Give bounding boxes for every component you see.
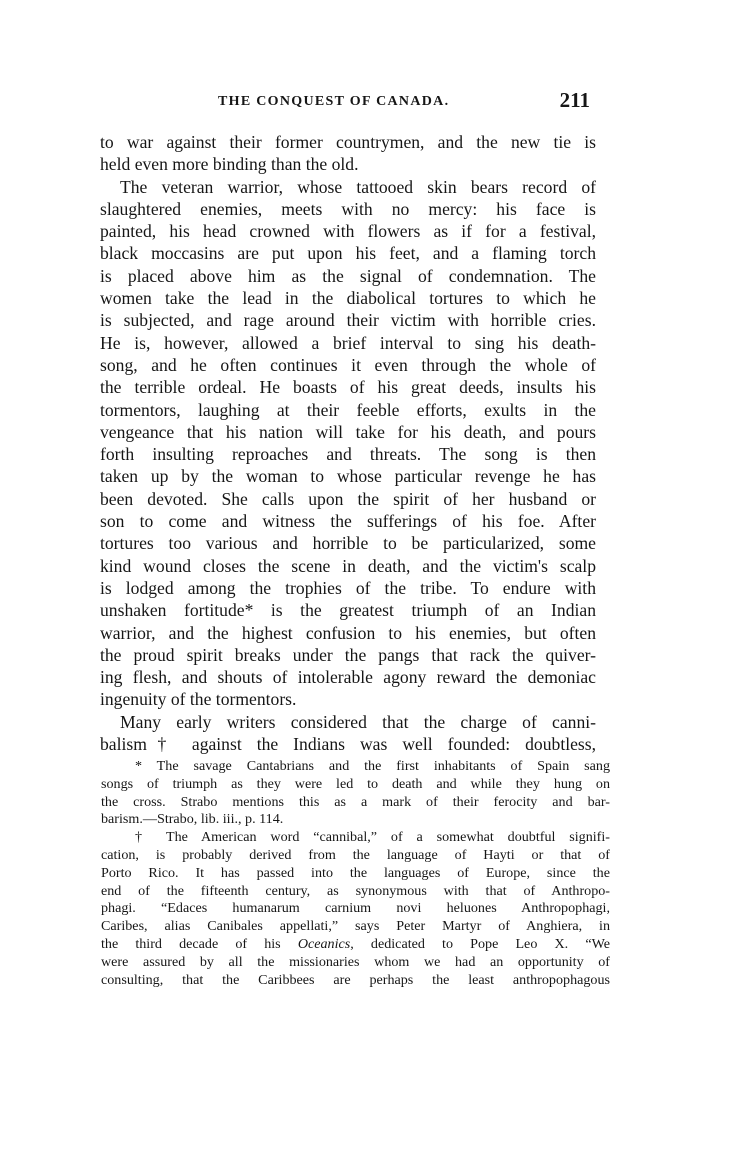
body-line: vengeance that his nation will take for his death, and pours [100,421,596,442]
body-line: black moccasins are put upon his feet, and a flaming torch [100,243,596,264]
body-text [100,131,596,755]
footnote-line: the cross. Strabo mentions this as a mark of their ferocity and bar- [101,793,610,810]
footnote-line: * The savage Cantabrians and the first inhabitants of Spain sang [135,758,610,774]
page-number: 211 [559,88,590,112]
body-line: is placed above him as the signal of condemnation. The [100,265,596,286]
footnotes [101,758,611,989]
body-line: painted, his head crowned with flowers as if for a festival, [100,221,596,242]
body-line: song, and he often continues it even through the whole of [100,354,596,375]
footnote-line: † The American word “cannibal,” of a somewhat doubtful signifi- [135,829,610,846]
body-line: the proud spirit breaks under the pangs that rack the quiver- [100,644,596,665]
body-line: held even more binding than the old. [100,154,359,175]
body-line: slaughtered enemies, meets with no mercy: his face is [100,198,596,219]
body-line: unshaken fortitude* is the greatest triumph of an Indian [100,600,596,621]
body-line: He is, however, allowed a brief interval to sing his death- [100,332,596,353]
footnote-line: cation, is probably derived from the language of Hayti or that of [101,846,610,863]
body-line: ingenuity of the tormentors. [100,689,297,710]
body-line: taken up by the woman to whose particular revenge he has [100,466,596,487]
body-line: is subjected, and rage around their victim with horrible cries. [100,310,596,331]
footnote-line: barism.—Strabo, lib. iii., p. 114. [101,811,284,828]
body-line: forth insulting reproaches and threats. The song is then [100,444,596,465]
footnote-line: were assured by all the missionaries whom we had an opportunity of [101,953,610,970]
body-line: The veteran warrior, whose tattooed skin bears record of [120,176,596,197]
body-line: Many early writers considered that the charge of canni- [120,711,596,732]
body-line: warrior, and the highest confusion to his enemies, but often [100,622,596,643]
footnote-line: phagi. “Edaces humanarum carnium novi heluones Anthropophagi, [101,900,610,917]
body-line: the terrible ordeal. He boasts of his great deeds, insults his [100,377,596,398]
body-line: been devoted. She calls upon the spirit of her husband or [100,488,596,509]
body-line: tormentors, laughing at their feeble efforts, exults in the [100,399,596,420]
body-line: son to come and witness the sufferings of his foe. After [100,511,596,532]
footnote-italic-title: Oceanics [297,935,351,952]
footnote-text: , dedicated to Pope Leo X. “We [350,935,611,952]
body-line: women take the lead in the diabolical tortures to which he [100,288,596,309]
footnote-line: Caribes, alias Canibales appellati,” says Peter Martyr of Anghiera, in [101,918,610,935]
footnote-text: the third decade of his [101,935,281,952]
running-title: THE CONQUEST OF CANADA. [218,94,450,109]
running-head [100,88,596,118]
body-line: to war against their former countrymen, and the new tie is [100,132,596,152]
body-line: tortures too various and horrible to be particularized, some [100,533,596,554]
body-line: is lodged among the trophies of the tribe. To endure with [100,577,596,598]
footnote-line: songs of triumph as they were led to death and while they hung on [101,775,610,792]
body-line: ing flesh, and shouts of intolerable agony reward the demoniac [100,667,596,688]
footnote-line-with-italic [101,936,610,954]
footnote-line: end of the fifteenth century, as synonymous with that of Anthropo- [101,882,610,899]
body-line: balism† against the Indians was well founded: doubtless, [100,734,596,755]
footnote-line: consulting, that the Caribbees are perhaps the least anthropophagous [101,971,610,988]
footnote-line: Porto Rico. It has passed into the languages of Europe, since the [101,864,610,881]
body-line: kind wound closes the scene in death, and the victim's scalp [100,555,596,576]
